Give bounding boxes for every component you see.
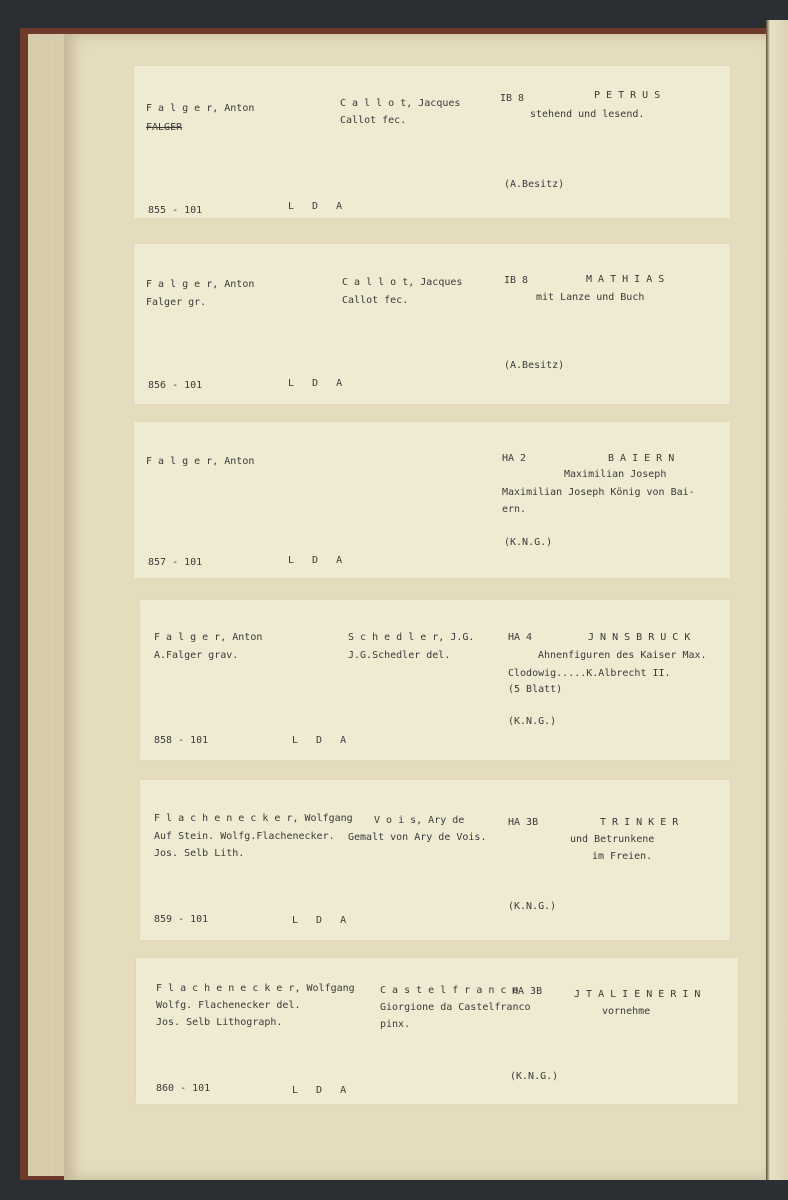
catalog-card <box>134 422 730 578</box>
catalog-card <box>140 600 730 760</box>
artist-name: F a l g e r, Anton <box>146 279 255 290</box>
provenance: (K.N.G.) <box>508 901 557 912</box>
artist-name: F l a c h e n e c k e r, Wolfgang <box>156 983 355 994</box>
lda-mark: L D A <box>292 1085 349 1096</box>
artist-inscription-2: Jos. Selb Lith. <box>154 848 245 859</box>
provenance: (K.N.G.) <box>504 537 553 548</box>
lda-mark: L D A <box>288 555 345 566</box>
description-line: mit Lanze und Buch <box>536 292 645 303</box>
page-edges <box>28 34 66 1176</box>
classification-code: HA 4 <box>508 632 533 643</box>
description-line: Ahnenfiguren des Kaiser Max. <box>538 650 707 661</box>
lda-mark: L D A <box>292 915 349 926</box>
source-inscription: J.G.Schedler del. <box>348 650 451 661</box>
inventory-number: 855 - 101 <box>148 205 203 216</box>
source-artist: S c h e d l e r, J.G. <box>348 632 475 643</box>
artist-name: F a l g e r, Anton <box>146 103 255 114</box>
classification-code: HA 3B <box>512 986 543 997</box>
next-page-edge <box>766 20 788 1180</box>
artist-name: F l a c h e n e c k e r, Wolfgang <box>154 813 353 824</box>
source-artist: V o i s, Ary de <box>374 815 465 826</box>
artist-inscription-2: Jos. Selb Lithograph. <box>156 1017 283 1028</box>
catalog-card <box>136 958 738 1104</box>
lda-mark: L D A <box>288 378 345 389</box>
artist-inscription: A.Falger grav. <box>154 650 239 661</box>
lda-mark: L D A <box>288 201 345 212</box>
description-line: stehend und lesend. <box>530 109 645 120</box>
artist-inscription: FALGER <box>146 122 183 133</box>
print-title: M A T H I A S <box>586 274 665 285</box>
artist-inscription: Wolfg. Flachenecker del. <box>156 1000 301 1011</box>
inventory-number: 858 - 101 <box>154 735 209 746</box>
source-inscription-2: pinx. <box>380 1019 411 1030</box>
description-line: vornehme <box>602 1006 651 1017</box>
source-artist: C a l l o t, Jacques <box>342 277 463 288</box>
print-title: J T A L I E N E R I N <box>574 989 701 1000</box>
inventory-number: 856 - 101 <box>148 380 203 391</box>
provenance: (A.Besitz) <box>504 179 565 190</box>
source-artist: C a s t e l f r a n c o <box>380 985 519 996</box>
source-inscription: Callot fec. <box>342 295 409 306</box>
description-line: ern. <box>502 504 527 515</box>
classification-code: HA 3B <box>508 817 539 828</box>
source-inscription: Callot fec. <box>340 115 407 126</box>
provenance: (K.N.G.) <box>510 1071 559 1082</box>
catalog-card <box>134 244 730 404</box>
inventory-number: 860 - 101 <box>156 1083 211 1094</box>
description-line: Maximilian Joseph <box>564 469 667 480</box>
inventory-number: 857 - 101 <box>148 557 203 568</box>
artist-name: F a l g e r, Anton <box>154 632 263 643</box>
source-inscription: Gemalt von Ary de Vois. <box>348 832 487 843</box>
description-line: und Betrunkene <box>570 834 655 845</box>
classification-code: IB 8 <box>500 93 525 104</box>
classification-code: HA 2 <box>502 453 527 464</box>
artist-name: F a l g e r, Anton <box>146 456 255 467</box>
artist-inscription: Falger gr. <box>146 297 207 308</box>
inventory-number: 859 - 101 <box>154 914 209 925</box>
catalog-card <box>140 780 730 940</box>
classification-code: IB 8 <box>504 275 529 286</box>
print-title: P E T R U S <box>594 90 661 101</box>
source-artist: C a l l o t, Jacques <box>340 98 461 109</box>
description-line: (5 Blatt) <box>508 684 563 695</box>
description-line: Clodowig.....K.Albrecht II. <box>508 668 671 679</box>
artist-inscription: Auf Stein. Wolfg.Flachenecker. <box>154 831 335 842</box>
print-title: T R I N K E R <box>600 817 679 828</box>
lda-mark: L D A <box>292 735 349 746</box>
provenance: (K.N.G.) <box>508 716 557 727</box>
catalog-card <box>134 66 730 218</box>
provenance: (A.Besitz) <box>504 360 565 371</box>
print-title: J N N S B R U C K <box>588 632 691 643</box>
source-inscription: Giorgione da Castelfranco <box>380 1002 531 1013</box>
description-line: Maximilian Joseph König von Bai- <box>502 487 695 498</box>
description-line: im Freien. <box>592 851 653 862</box>
print-title: B A I E R N <box>608 453 675 464</box>
